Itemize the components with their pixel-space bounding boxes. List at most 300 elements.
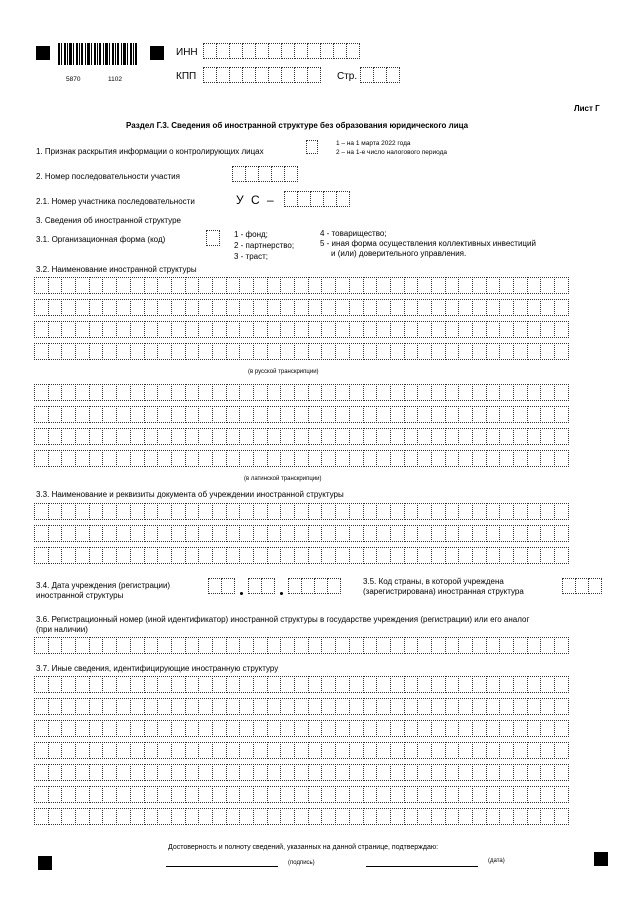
character-cell[interactable] xyxy=(540,321,555,338)
date-line[interactable] xyxy=(366,866,478,867)
character-cell[interactable] xyxy=(294,343,309,360)
character-cell[interactable] xyxy=(34,698,49,715)
character-cell[interactable] xyxy=(390,277,405,294)
character-cell[interactable] xyxy=(185,808,200,825)
character-cell[interactable] xyxy=(34,450,49,467)
character-cell[interactable] xyxy=(458,742,473,759)
founding-date-day[interactable] xyxy=(208,578,234,594)
character-cell[interactable] xyxy=(157,786,172,803)
character-cell[interactable] xyxy=(48,503,63,520)
character-cell[interactable] xyxy=(226,406,241,423)
character-cell[interactable] xyxy=(226,343,241,360)
character-cell[interactable] xyxy=(499,428,514,445)
character-cell[interactable] xyxy=(116,321,131,338)
character-cell[interactable] xyxy=(75,428,90,445)
character-cell[interactable] xyxy=(458,698,473,715)
character-cell[interactable] xyxy=(540,676,555,693)
character-cell[interactable] xyxy=(294,450,309,467)
character-cell[interactable] xyxy=(308,808,323,825)
character-cell[interactable] xyxy=(171,343,186,360)
character-cell[interactable] xyxy=(116,406,131,423)
character-cell[interactable] xyxy=(390,808,405,825)
character-cell[interactable] xyxy=(89,450,104,467)
character-cell[interactable] xyxy=(267,384,282,401)
participant-number-field[interactable] xyxy=(284,191,349,207)
character-cell[interactable] xyxy=(335,428,350,445)
character-cell[interactable] xyxy=(472,547,487,564)
sequence-number-field[interactable] xyxy=(232,166,297,182)
character-cell[interactable] xyxy=(499,343,514,360)
character-cell[interactable] xyxy=(527,384,542,401)
character-cell[interactable] xyxy=(48,450,63,467)
character-cell[interactable] xyxy=(321,720,336,737)
grid-row[interactable] xyxy=(34,450,568,467)
character-cell[interactable] xyxy=(130,406,145,423)
character-cell[interactable] xyxy=(513,384,528,401)
character-cell[interactable] xyxy=(363,503,378,520)
character-cell[interactable] xyxy=(363,786,378,803)
character-cell[interactable] xyxy=(157,720,172,737)
character-cell[interactable] xyxy=(513,808,528,825)
character-cell[interactable] xyxy=(280,720,295,737)
character-cell[interactable] xyxy=(89,808,104,825)
character-cell[interactable] xyxy=(486,343,501,360)
character-cell[interactable] xyxy=(185,428,200,445)
character-cell[interactable] xyxy=(102,525,117,542)
character-cell[interactable] xyxy=(157,503,172,520)
character-cell[interactable] xyxy=(212,637,227,654)
character-cell[interactable] xyxy=(116,428,131,445)
character-cell[interactable] xyxy=(472,637,487,654)
character-cell[interactable] xyxy=(458,503,473,520)
character-cell[interactable] xyxy=(513,321,528,338)
character-cell[interactable] xyxy=(116,676,131,693)
character-cell[interactable] xyxy=(417,384,432,401)
character-cell[interactable] xyxy=(431,428,446,445)
character-cell[interactable] xyxy=(458,321,473,338)
character-cell[interactable] xyxy=(554,299,569,316)
grid-row[interactable] xyxy=(34,808,568,825)
character-cell[interactable] xyxy=(89,428,104,445)
character-cell[interactable] xyxy=(185,384,200,401)
character-cell[interactable] xyxy=(280,384,295,401)
character-cell[interactable] xyxy=(102,637,117,654)
character-cell[interactable] xyxy=(349,525,364,542)
character-cell[interactable] xyxy=(349,676,364,693)
character-cell[interactable] xyxy=(445,764,460,781)
character-cell[interactable] xyxy=(363,277,378,294)
character-cell[interactable] xyxy=(554,676,569,693)
character-cell[interactable] xyxy=(431,637,446,654)
disclosure-flag-field[interactable] xyxy=(306,140,317,154)
character-cell[interactable] xyxy=(458,808,473,825)
character-cell[interactable] xyxy=(48,764,63,781)
character-cell[interactable] xyxy=(144,525,159,542)
character-cell[interactable] xyxy=(130,503,145,520)
character-cell[interactable] xyxy=(171,406,186,423)
grid-row[interactable] xyxy=(34,525,568,542)
character-cell[interactable] xyxy=(363,764,378,781)
character-cell[interactable] xyxy=(267,547,282,564)
character-cell[interactable] xyxy=(472,343,487,360)
character-cell[interactable] xyxy=(198,525,213,542)
character-cell[interactable] xyxy=(445,503,460,520)
character-cell[interactable] xyxy=(513,720,528,737)
character-cell[interactable] xyxy=(280,786,295,803)
character-cell[interactable] xyxy=(390,406,405,423)
character-cell[interactable] xyxy=(61,503,76,520)
character-cell[interactable] xyxy=(335,720,350,737)
character-cell[interactable] xyxy=(499,384,514,401)
character-cell[interactable] xyxy=(390,742,405,759)
character-cell[interactable] xyxy=(48,742,63,759)
character-cell[interactable] xyxy=(404,720,419,737)
character-cell[interactable] xyxy=(144,637,159,654)
character-cell[interactable] xyxy=(157,277,172,294)
character-cell[interactable] xyxy=(499,764,514,781)
character-cell[interactable] xyxy=(89,786,104,803)
character-cell[interactable] xyxy=(349,808,364,825)
character-cell[interactable] xyxy=(171,384,186,401)
character-cell[interactable] xyxy=(61,384,76,401)
character-cell[interactable] xyxy=(144,742,159,759)
character-cell[interactable] xyxy=(363,384,378,401)
character-cell[interactable] xyxy=(390,547,405,564)
character-cell[interactable] xyxy=(376,786,391,803)
country-code-field[interactable] xyxy=(562,578,601,594)
character-cell[interactable] xyxy=(267,428,282,445)
character-cell[interactable] xyxy=(445,637,460,654)
character-cell[interactable] xyxy=(445,277,460,294)
character-cell[interactable] xyxy=(185,786,200,803)
character-cell[interactable] xyxy=(486,742,501,759)
character-cell[interactable] xyxy=(198,676,213,693)
character-cell[interactable] xyxy=(198,321,213,338)
character-cell[interactable] xyxy=(280,676,295,693)
character-cell[interactable] xyxy=(130,525,145,542)
character-cell[interactable] xyxy=(185,503,200,520)
character-cell[interactable] xyxy=(116,720,131,737)
character-cell[interactable] xyxy=(48,525,63,542)
character-cell[interactable] xyxy=(185,676,200,693)
character-cell[interactable] xyxy=(157,299,172,316)
character-cell[interactable] xyxy=(116,525,131,542)
character-cell[interactable] xyxy=(294,525,309,542)
character-cell[interactable] xyxy=(554,808,569,825)
character-cell[interactable] xyxy=(294,698,309,715)
character-cell[interactable] xyxy=(486,428,501,445)
character-cell[interactable] xyxy=(89,343,104,360)
character-cell[interactable] xyxy=(417,343,432,360)
character-cell[interactable] xyxy=(321,764,336,781)
character-cell[interactable] xyxy=(198,764,213,781)
character-cell[interactable] xyxy=(335,277,350,294)
character-cell[interactable] xyxy=(390,343,405,360)
character-cell[interactable] xyxy=(527,299,542,316)
character-cell[interactable] xyxy=(431,343,446,360)
character-cell[interactable] xyxy=(253,742,268,759)
grid-row[interactable] xyxy=(34,343,568,360)
character-cell[interactable] xyxy=(540,698,555,715)
character-cell[interactable] xyxy=(390,720,405,737)
character-cell[interactable] xyxy=(349,384,364,401)
character-cell[interactable] xyxy=(130,637,145,654)
character-cell[interactable] xyxy=(239,698,254,715)
character-cell[interactable] xyxy=(48,406,63,423)
character-cell[interactable] xyxy=(75,450,90,467)
character-cell[interactable] xyxy=(75,503,90,520)
character-cell[interactable] xyxy=(48,786,63,803)
character-cell[interactable] xyxy=(144,343,159,360)
character-cell[interactable] xyxy=(198,450,213,467)
character-cell[interactable] xyxy=(294,406,309,423)
character-cell[interactable] xyxy=(267,503,282,520)
character-cell[interactable] xyxy=(157,764,172,781)
character-cell[interactable] xyxy=(130,343,145,360)
character-cell[interactable] xyxy=(431,503,446,520)
character-cell[interactable] xyxy=(48,299,63,316)
character-cell[interactable] xyxy=(48,428,63,445)
character-cell[interactable] xyxy=(308,676,323,693)
character-cell[interactable] xyxy=(89,321,104,338)
character-cell[interactable] xyxy=(144,406,159,423)
character-cell[interactable] xyxy=(486,277,501,294)
grid-row[interactable] xyxy=(34,637,568,654)
character-cell[interactable] xyxy=(253,406,268,423)
character-cell[interactable] xyxy=(198,384,213,401)
character-cell[interactable] xyxy=(540,786,555,803)
character-cell[interactable] xyxy=(75,698,90,715)
character-cell[interactable] xyxy=(102,428,117,445)
character-cell[interactable] xyxy=(527,450,542,467)
character-cell[interactable] xyxy=(48,321,63,338)
character-cell[interactable] xyxy=(417,786,432,803)
character-cell[interactable] xyxy=(239,277,254,294)
character-cell[interactable] xyxy=(294,637,309,654)
character-cell[interactable] xyxy=(212,742,227,759)
character-cell[interactable] xyxy=(102,450,117,467)
character-cell[interactable] xyxy=(349,786,364,803)
character-cell[interactable] xyxy=(239,786,254,803)
character-cell[interactable] xyxy=(349,277,364,294)
character-cell[interactable] xyxy=(472,525,487,542)
character-cell[interactable] xyxy=(130,547,145,564)
character-cell[interactable] xyxy=(417,808,432,825)
character-cell[interactable] xyxy=(417,720,432,737)
character-cell[interactable] xyxy=(445,321,460,338)
character-cell[interactable] xyxy=(540,406,555,423)
character-cell[interactable] xyxy=(280,698,295,715)
character-cell[interactable] xyxy=(61,742,76,759)
character-cell[interactable] xyxy=(417,742,432,759)
character-cell[interactable] xyxy=(267,343,282,360)
character-cell[interactable] xyxy=(253,808,268,825)
character-cell[interactable] xyxy=(226,450,241,467)
character-cell[interactable] xyxy=(130,384,145,401)
character-cell[interactable] xyxy=(349,503,364,520)
character-cell[interactable] xyxy=(171,277,186,294)
character-cell[interactable] xyxy=(472,786,487,803)
character-cell[interactable] xyxy=(171,450,186,467)
character-cell[interactable] xyxy=(253,343,268,360)
character-cell[interactable] xyxy=(445,676,460,693)
character-cell[interactable] xyxy=(321,503,336,520)
character-cell[interactable] xyxy=(499,450,514,467)
character-cell[interactable] xyxy=(61,676,76,693)
character-cell[interactable] xyxy=(335,764,350,781)
character-cell[interactable] xyxy=(513,698,528,715)
character-cell[interactable] xyxy=(116,343,131,360)
character-cell[interactable] xyxy=(499,676,514,693)
character-cell[interactable] xyxy=(116,698,131,715)
character-cell[interactable] xyxy=(554,277,569,294)
character-cell[interactable] xyxy=(144,428,159,445)
character-cell[interactable] xyxy=(554,321,569,338)
character-cell[interactable] xyxy=(458,637,473,654)
character-cell[interactable] xyxy=(102,764,117,781)
grid-row[interactable] xyxy=(34,720,568,737)
character-cell[interactable] xyxy=(472,503,487,520)
kpp-field[interactable] xyxy=(203,67,320,83)
character-cell[interactable] xyxy=(226,786,241,803)
character-cell[interactable] xyxy=(185,764,200,781)
character-cell[interactable] xyxy=(294,547,309,564)
character-cell[interactable] xyxy=(116,808,131,825)
character-cell[interactable] xyxy=(130,321,145,338)
character-cell[interactable] xyxy=(527,428,542,445)
character-cell[interactable] xyxy=(144,503,159,520)
character-cell[interactable] xyxy=(458,428,473,445)
character-cell[interactable] xyxy=(253,450,268,467)
character-cell[interactable] xyxy=(431,676,446,693)
character-cell[interactable] xyxy=(239,343,254,360)
character-cell[interactable] xyxy=(75,720,90,737)
grid-row[interactable] xyxy=(34,676,568,693)
character-cell[interactable] xyxy=(540,637,555,654)
character-cell[interactable] xyxy=(513,525,528,542)
character-cell[interactable] xyxy=(171,720,186,737)
character-cell[interactable] xyxy=(253,676,268,693)
character-cell[interactable] xyxy=(171,637,186,654)
character-cell[interactable] xyxy=(404,343,419,360)
character-cell[interactable] xyxy=(417,698,432,715)
character-cell[interactable] xyxy=(404,786,419,803)
character-cell[interactable] xyxy=(335,637,350,654)
character-cell[interactable] xyxy=(363,720,378,737)
character-cell[interactable] xyxy=(458,720,473,737)
character-cell[interactable] xyxy=(527,742,542,759)
character-cell[interactable] xyxy=(185,637,200,654)
character-cell[interactable] xyxy=(308,343,323,360)
character-cell[interactable] xyxy=(321,676,336,693)
character-cell[interactable] xyxy=(321,450,336,467)
character-cell[interactable] xyxy=(61,299,76,316)
character-cell[interactable] xyxy=(102,321,117,338)
character-cell[interactable] xyxy=(130,808,145,825)
character-cell[interactable] xyxy=(335,547,350,564)
character-cell[interactable] xyxy=(34,742,49,759)
character-cell[interactable] xyxy=(321,321,336,338)
character-cell[interactable] xyxy=(130,299,145,316)
character-cell[interactable] xyxy=(321,428,336,445)
character-cell[interactable] xyxy=(280,299,295,316)
character-cell[interactable] xyxy=(554,698,569,715)
character-cell[interactable] xyxy=(253,786,268,803)
character-cell[interactable] xyxy=(376,406,391,423)
character-cell[interactable] xyxy=(404,299,419,316)
character-cell[interactable] xyxy=(130,428,145,445)
character-cell[interactable] xyxy=(540,742,555,759)
character-cell[interactable] xyxy=(376,808,391,825)
character-cell[interactable] xyxy=(363,525,378,542)
character-cell[interactable] xyxy=(458,764,473,781)
character-cell[interactable] xyxy=(34,343,49,360)
character-cell[interactable] xyxy=(404,547,419,564)
character-cell[interactable] xyxy=(321,698,336,715)
character-cell[interactable] xyxy=(116,786,131,803)
character-cell[interactable] xyxy=(34,764,49,781)
character-cell[interactable] xyxy=(89,637,104,654)
character-cell[interactable] xyxy=(513,676,528,693)
character-cell[interactable] xyxy=(102,808,117,825)
character-cell[interactable] xyxy=(376,525,391,542)
character-cell[interactable] xyxy=(527,764,542,781)
character-cell[interactable] xyxy=(417,503,432,520)
character-cell[interactable] xyxy=(280,503,295,520)
character-cell[interactable] xyxy=(513,547,528,564)
character-cell[interactable] xyxy=(417,406,432,423)
character-cell[interactable] xyxy=(472,277,487,294)
character-cell[interactable] xyxy=(102,503,117,520)
character-cell[interactable] xyxy=(185,720,200,737)
character-cell[interactable] xyxy=(34,808,49,825)
character-cell[interactable] xyxy=(102,406,117,423)
character-cell[interactable] xyxy=(445,450,460,467)
character-cell[interactable] xyxy=(527,406,542,423)
character-cell[interactable] xyxy=(34,720,49,737)
character-cell[interactable] xyxy=(458,406,473,423)
character-cell[interactable] xyxy=(308,277,323,294)
character-cell[interactable] xyxy=(61,428,76,445)
character-cell[interactable] xyxy=(198,742,213,759)
character-cell[interactable] xyxy=(540,299,555,316)
character-cell[interactable] xyxy=(89,698,104,715)
character-cell[interactable] xyxy=(499,321,514,338)
character-cell[interactable] xyxy=(157,450,172,467)
character-cell[interactable] xyxy=(48,637,63,654)
character-cell[interactable] xyxy=(376,764,391,781)
character-cell[interactable] xyxy=(116,299,131,316)
character-cell[interactable] xyxy=(294,786,309,803)
character-cell[interactable] xyxy=(61,321,76,338)
character-cell[interactable] xyxy=(239,450,254,467)
character-cell[interactable] xyxy=(540,343,555,360)
character-cell[interactable] xyxy=(48,698,63,715)
character-cell[interactable] xyxy=(486,384,501,401)
character-cell[interactable] xyxy=(130,698,145,715)
character-cell[interactable] xyxy=(34,676,49,693)
character-cell[interactable] xyxy=(431,764,446,781)
character-cell[interactable] xyxy=(198,343,213,360)
character-cell[interactable] xyxy=(144,698,159,715)
character-cell[interactable] xyxy=(431,808,446,825)
character-cell[interactable] xyxy=(349,321,364,338)
character-cell[interactable] xyxy=(390,321,405,338)
character-cell[interactable] xyxy=(513,428,528,445)
character-cell[interactable] xyxy=(417,764,432,781)
character-cell[interactable] xyxy=(253,637,268,654)
character-cell[interactable] xyxy=(431,786,446,803)
